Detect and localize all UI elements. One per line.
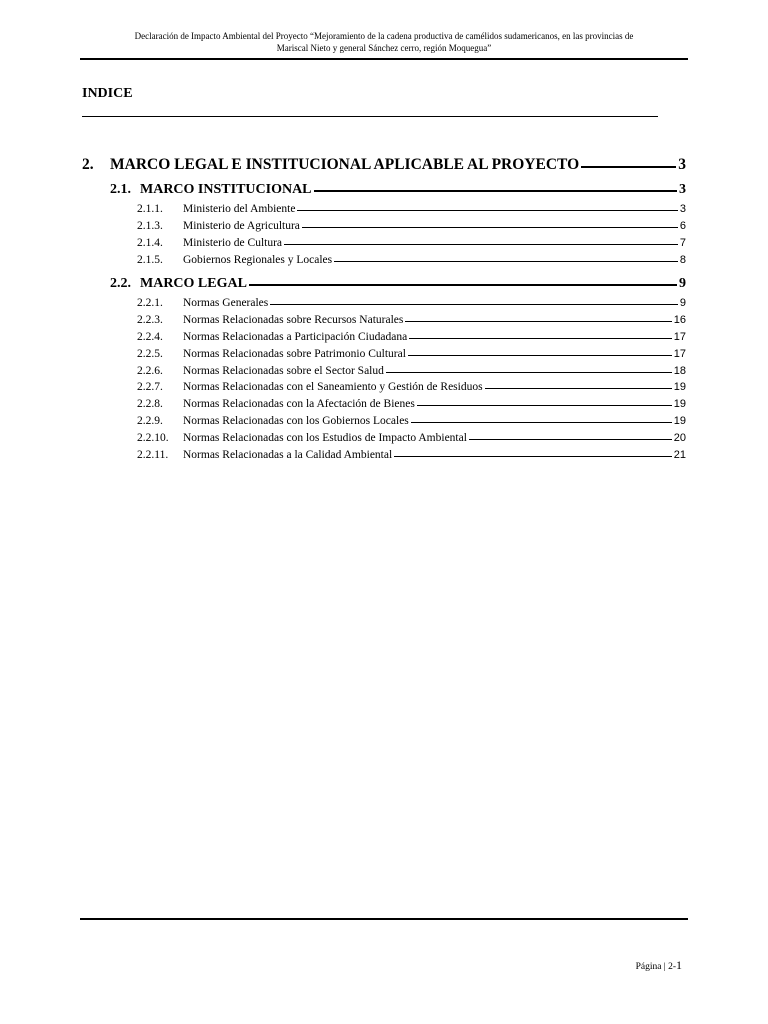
- toc-leader: [469, 439, 672, 440]
- toc-number: 2.1.3.: [137, 220, 163, 232]
- toc-number: 2.2.3.: [137, 314, 163, 326]
- toc-title: Normas Relacionadas con la Afectación de Bienes: [183, 398, 415, 410]
- toc-leader: [417, 405, 672, 406]
- toc-page: 7: [679, 237, 686, 249]
- toc-item-2-2-3[interactable]: [137, 314, 686, 326]
- toc-number: 2.: [82, 156, 94, 173]
- toc-leader: [485, 388, 672, 389]
- toc-leader: [394, 456, 672, 457]
- toc-item-2-1-5[interactable]: [137, 254, 686, 266]
- toc-leader: [386, 372, 672, 373]
- toc-number: 2.2.9.: [137, 415, 163, 427]
- toc-page: 3: [678, 156, 686, 173]
- toc-page: 19: [673, 381, 686, 393]
- header-line-2: Mariscal Nieto y general Sánchez cerro, región Moquegua”: [276, 42, 492, 53]
- toc-leader: [297, 210, 677, 211]
- toc-title: Normas Generales: [183, 297, 269, 309]
- toc-leader: [581, 166, 676, 168]
- toc-number: 2.2.5.: [137, 348, 163, 360]
- toc-title: MARCO INSTITUCIONAL: [140, 182, 312, 197]
- toc-number: 2.2.: [110, 276, 131, 291]
- toc-leader: [284, 244, 678, 245]
- toc-title: MARCO LEGAL E INSTITUCIONAL APLICABLE AL PROYECTO: [110, 156, 580, 173]
- toc-title: Gobiernos Regionales y Locales: [183, 254, 333, 266]
- toc-page: 17: [673, 331, 686, 343]
- toc-title: Normas Relacionadas sobre el Sector Salud: [183, 365, 384, 377]
- footer-label: Página | 2-: [635, 962, 676, 972]
- toc-title: Ministerio del Ambiente: [183, 203, 296, 215]
- toc-title: Ministerio de Cultura: [183, 237, 283, 249]
- toc-page: 9: [679, 297, 686, 309]
- toc-page: 9: [679, 276, 686, 291]
- toc-item-2-2-7[interactable]: [137, 381, 686, 393]
- page-footer: [636, 958, 682, 973]
- toc-leader: [409, 338, 672, 339]
- toc-page: 21: [673, 449, 686, 461]
- toc-leader: [408, 355, 672, 356]
- toc-item-2-1-4[interactable]: [137, 237, 686, 249]
- toc-leader: [249, 284, 677, 286]
- toc-title: Normas Relacionadas con los Gobiernos Locales: [183, 415, 409, 427]
- toc-page: 3: [679, 182, 686, 197]
- toc-title: Normas Relacionadas a la Calidad Ambiental: [183, 449, 393, 461]
- toc-page: 20: [673, 432, 686, 444]
- toc-number: 2.1.: [110, 182, 131, 197]
- toc-page: 19: [673, 398, 686, 410]
- toc-leader: [302, 227, 678, 228]
- toc-item-2-2-11[interactable]: [137, 449, 686, 461]
- toc-number: 2.2.6.: [137, 365, 163, 377]
- toc-title: Normas Relacionadas con el Saneamiento y Gestión de Residuos: [183, 381, 483, 393]
- toc-page: 6: [679, 220, 686, 232]
- toc-page: 17: [673, 348, 686, 360]
- toc-subsection-2-1[interactable]: [110, 182, 686, 198]
- toc-title: MARCO LEGAL: [140, 276, 247, 291]
- toc-item-2-2-5[interactable]: [137, 348, 686, 360]
- toc-leader: [405, 321, 671, 322]
- toc-item-2-2-9[interactable]: [137, 415, 686, 427]
- document-header: [80, 31, 688, 54]
- toc-item-2-2-4[interactable]: [137, 331, 686, 343]
- toc-leader: [270, 304, 678, 305]
- toc-leader: [411, 422, 672, 423]
- index-title: INDICE: [82, 86, 133, 101]
- toc-title: Ministerio de Agricultura: [183, 220, 300, 232]
- header-divider: [80, 58, 688, 60]
- toc-number: 2.2.1.: [137, 297, 163, 309]
- toc-title: Normas Relacionadas a Participación Ciudadana: [183, 331, 408, 343]
- toc-number: 2.1.4.: [137, 237, 163, 249]
- toc-number: 2.1.5.: [137, 254, 163, 266]
- toc-item-2-1-1[interactable]: [137, 203, 686, 215]
- toc-page: 19: [673, 415, 686, 427]
- toc-number: 2.2.4.: [137, 331, 163, 343]
- footer-page-number: 1: [676, 958, 682, 972]
- toc-item-2-2-6[interactable]: [137, 365, 686, 377]
- toc-item-2-2-8[interactable]: [137, 398, 686, 410]
- toc-number: 2.2.11.: [137, 449, 169, 461]
- toc-page: 16: [673, 314, 686, 326]
- toc-subsection-2-2[interactable]: [110, 276, 686, 292]
- toc-number: 2.2.10.: [137, 432, 169, 444]
- toc-title: Normas Relacionadas sobre Patrimonio Cultural: [183, 348, 406, 360]
- toc-page: 18: [673, 365, 686, 377]
- toc-title: Normas Relacionadas sobre Recursos Naturales: [183, 314, 404, 326]
- toc-leader: [314, 190, 677, 192]
- header-line-1: Declaración de Impacto Ambiental del Proyecto “Mejoramiento de la cadena productiva de camélidos sudamericanos, en las provincias de: [134, 31, 634, 41]
- toc-item-2-2-10[interactable]: [137, 432, 686, 444]
- toc-leader: [334, 261, 678, 262]
- toc-number: 2.2.8.: [137, 398, 163, 410]
- toc-item-2-2-1[interactable]: [137, 297, 686, 309]
- index-title-rule: [82, 116, 658, 117]
- toc-number: 2.2.7.: [137, 381, 163, 393]
- footer-divider: [80, 918, 688, 920]
- toc-section-2[interactable]: [82, 156, 686, 174]
- toc-page: 8: [679, 254, 686, 266]
- toc-item-2-1-3[interactable]: [137, 220, 686, 232]
- toc-number: 2.1.1.: [137, 203, 163, 215]
- toc-title: Normas Relacionadas con los Estudios de Impacto Ambiental: [183, 432, 467, 444]
- toc-page: 3: [679, 203, 686, 215]
